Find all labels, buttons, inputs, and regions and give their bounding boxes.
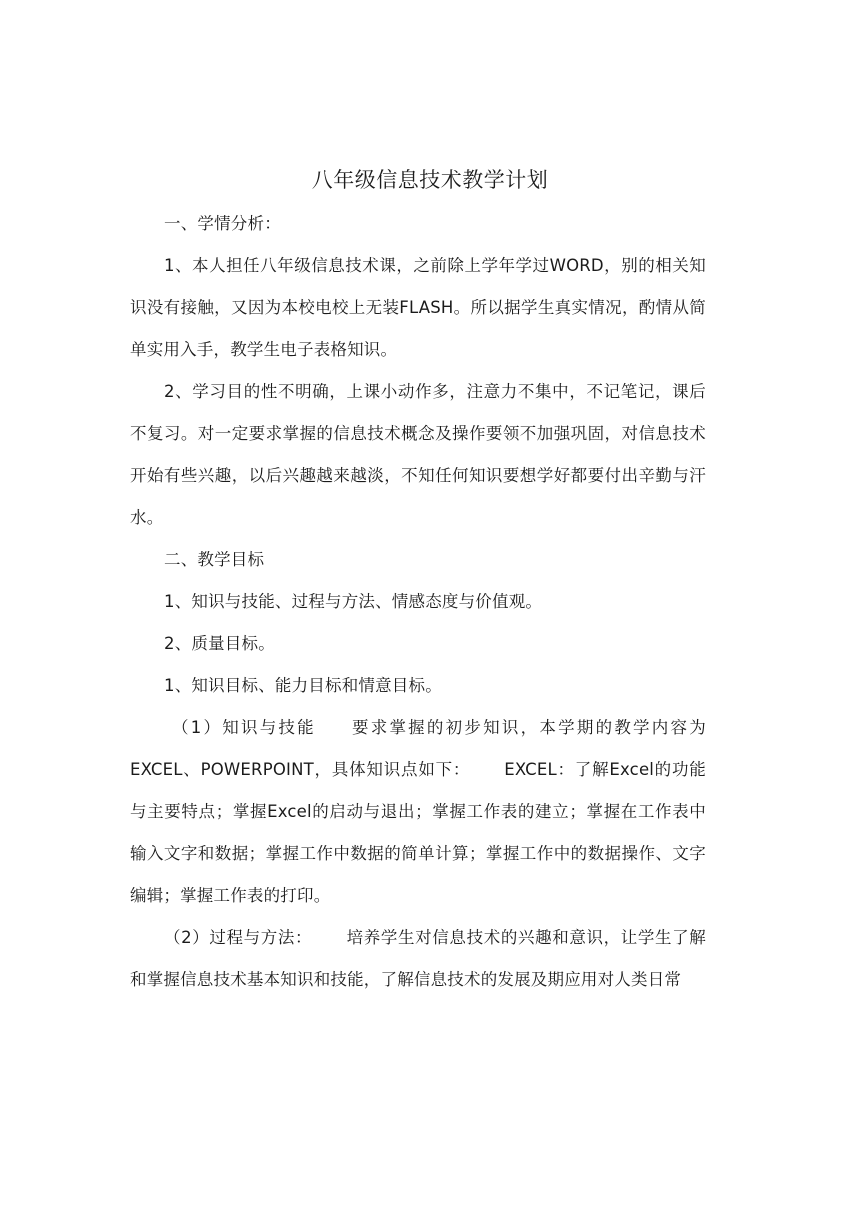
paragraph-student-analysis-2: 2、学习目的性不明确，上课小动作多，注意力不集中，不记笔记，课后不复习。对一定要求掌握的信息技术概念及操作要领不加强巩固，对信息技术开始有些兴趣，以后兴趣越来越淡，不知任何知识要想学好都要付出辛勤与汗水。 bbox=[130, 382, 706, 527]
paragraph-section-1-heading: 一、学情分析： bbox=[164, 214, 281, 233]
paragraph-knowledge-skills bbox=[130, 707, 706, 917]
paragraph-goal-3: 1、知识目标、能力目标和情意目标。 bbox=[164, 676, 442, 695]
paragraph-goal-2: 2、质量目标。 bbox=[164, 634, 275, 653]
paragraph-section-2-heading: 二、教学目标 bbox=[164, 550, 265, 569]
paragraph-student-analysis-1: 1、本人担任八年级信息技术课，之前除上学年学过WORD，别的相关知识没有接触，又因为本校电校上无装FLASH。所以据学生真实情况，酌情从简单实用入手，教学生电子表格知识。 bbox=[130, 256, 706, 359]
process-methods-heading: （2）过程与方法： bbox=[164, 928, 313, 947]
knowledge-skills-body-1: 要求掌握的初步知识，本学期的教学内容为EXCEL、POWERPOINT，具体知识点如下： bbox=[130, 718, 706, 779]
process-methods-body: 培养学生对信息技术的兴趣和意识，让学生了解和掌握信息技术基本知识和技能，了解信息技术的发展及期应用对人类日常 bbox=[130, 928, 706, 989]
knowledge-skills-body-2: EXCEL：了解Excel的功能与主要特点；掌握Excel的启动与退出；掌握工作表的建立；掌握在工作表中输入文字和数据；掌握工作中数据的简单计算；掌握工作中的数据操作、文字编辑；掌握工作表的打印。 bbox=[130, 760, 706, 905]
document-title: 八年级信息技术教学计划 bbox=[311, 168, 549, 192]
paragraph-goal-1: 1、知识与技能、过程与方法、情感态度与价值观。 bbox=[164, 592, 543, 611]
knowledge-skills-heading: （1）知识与技能 bbox=[172, 718, 316, 737]
document-body bbox=[130, 203, 706, 1001]
paragraph-process-methods bbox=[130, 917, 706, 1001]
